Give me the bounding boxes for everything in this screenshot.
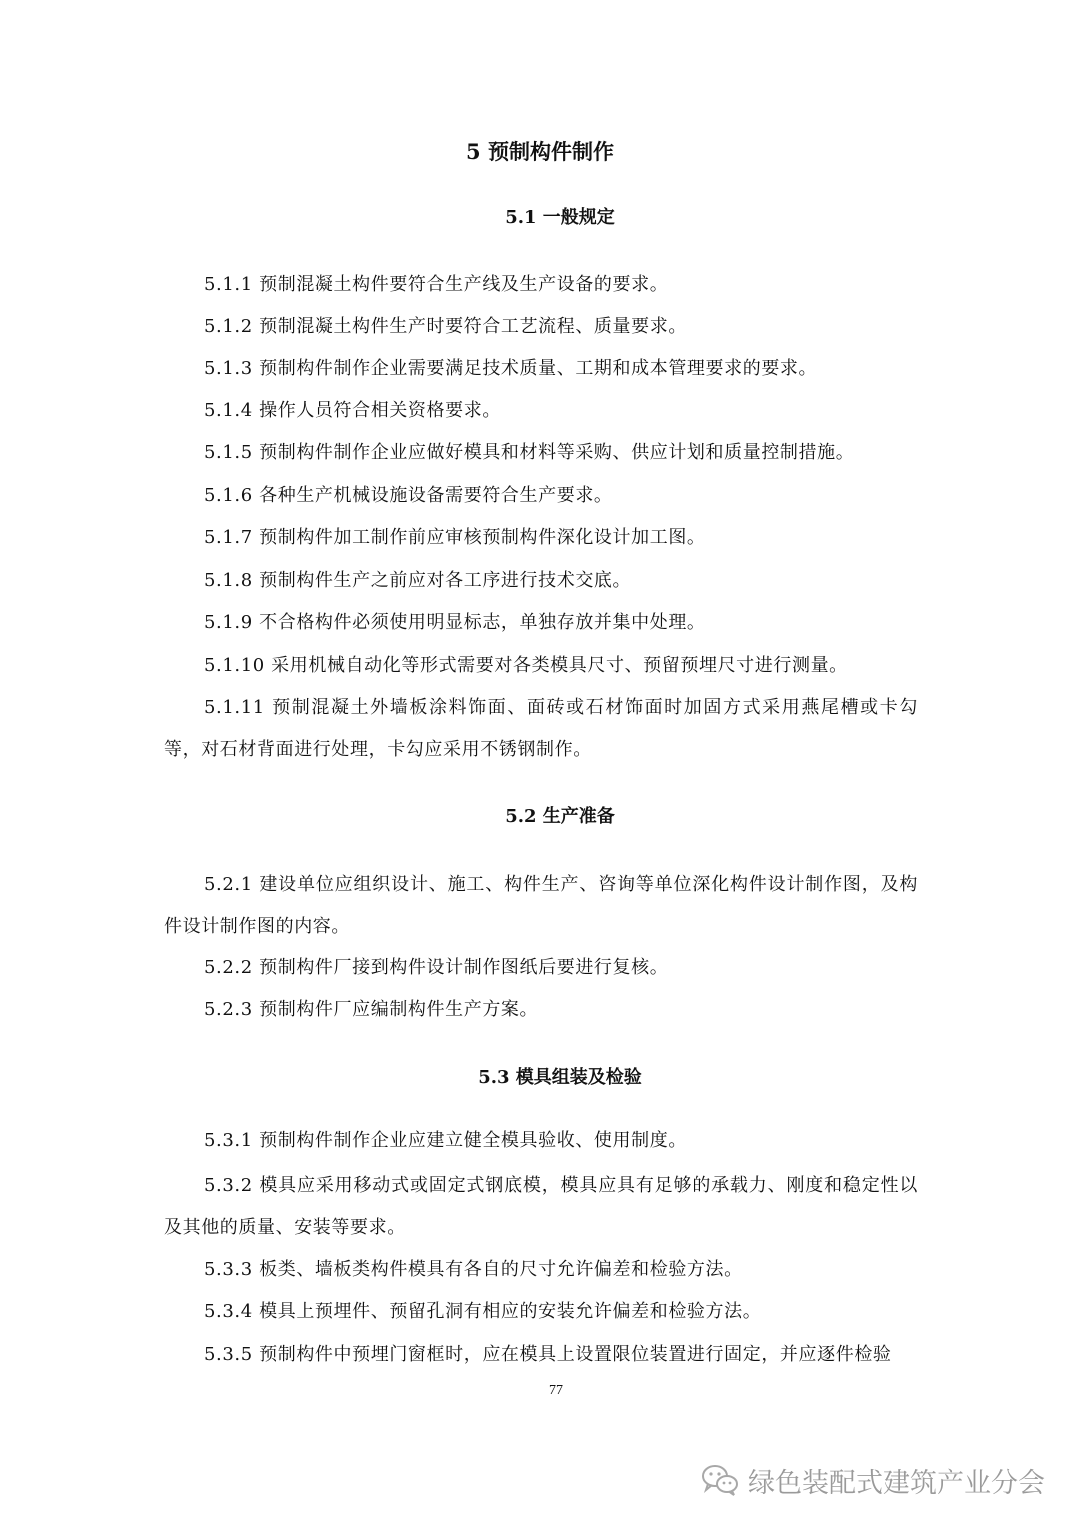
watermark bbox=[700, 1460, 1045, 1500]
page-number: 77 bbox=[549, 1383, 563, 1398]
clause-5-1-8: 5.1.8 预制构件生产之前应对各工序进行技术交底。 bbox=[204, 570, 632, 591]
clause-5-3-1: 5.3.1 预制构件制作企业应建立健全模具验收、使用制度。 bbox=[204, 1130, 687, 1151]
clause-5-1-1: 5.1.1 预制混凝土构件要符合生产线及生产设备的要求。 bbox=[204, 274, 669, 295]
clause-5-1-7: 5.1.7 预制构件加工制作前应审核预制构件深化设计加工图。 bbox=[204, 527, 706, 548]
chapter-title: 5 预制构件制作 bbox=[466, 139, 614, 164]
clause-5-2-2: 5.2.2 预制构件厂接到构件设计制作图纸后要进行复核。 bbox=[204, 957, 669, 978]
section-title-5-3: 5.3 模具组装及检验 bbox=[478, 1067, 642, 1088]
clause-5-1-6: 5.1.6 各种生产机械设施设备需要符合生产要求。 bbox=[204, 485, 613, 506]
section-title-5-1: 5.1 一般规定 bbox=[505, 207, 615, 228]
section-title-5-2: 5.2 生产准备 bbox=[505, 806, 615, 827]
clause-5-1-2: 5.1.2 预制混凝土构件生产时要符合工艺流程、质量要求。 bbox=[204, 316, 687, 337]
clause-5-1-4: 5.1.4 操作人员符合相关资格要求。 bbox=[204, 400, 501, 421]
clause-5-1-10: 5.1.10 采用机械自动化等形式需要对各类模具尺寸、预留预埋尺寸进行测量。 bbox=[204, 655, 848, 676]
clause-5-1-11: 5.1.11 预制混凝土外墙板涂料饰面、面砖或石材饰面时加固方式采用燕尾槽或卡勾等，对石材背面进行处理，卡勾应采用不锈钢制作。 bbox=[164, 697, 918, 760]
wechat-icon bbox=[700, 1463, 740, 1497]
clause-5-1-9: 5.1.9 不合格构件必须使用明显标志，单独存放并集中处理。 bbox=[204, 612, 706, 633]
clause-5-3-4: 5.3.4 模具上预埋件、预留孔洞有相应的安装允许偏差和检验方法。 bbox=[204, 1301, 762, 1322]
clause-5-3-5: 5.3.5 预制构件中预埋门窗框时，应在模具上设置限位装置进行固定，并应逐件检验 bbox=[204, 1344, 892, 1365]
clause-5-2-3: 5.2.3 预制构件厂应编制构件生产方案。 bbox=[204, 999, 539, 1020]
watermark-text: 绿色装配式建筑产业分会 bbox=[748, 1467, 1045, 1499]
clause-5-3-2: 5.3.2 模具应采用移动式或固定式钢底模，模具应具有足够的承载力、刚度和稳定性以及其他的质量、安装等要求。 bbox=[164, 1175, 918, 1238]
clause-5-1-3: 5.1.3 预制构件制作企业需要满足技术质量、工期和成本管理要求的要求。 bbox=[204, 358, 818, 379]
clause-5-3-3: 5.3.3 板类、墙板类构件模具有各自的尺寸允许偏差和检验方法。 bbox=[204, 1259, 743, 1280]
clause-5-2-1: 5.2.1 建设单位应组织设计、施工、构件生产、咨询等单位深化构件设计制作图，及构件设计制作图的内容。 bbox=[164, 874, 918, 937]
clause-5-1-5: 5.1.5 预制构件制作企业应做好模具和材料等采购、供应计划和质量控制措施。 bbox=[204, 442, 855, 463]
